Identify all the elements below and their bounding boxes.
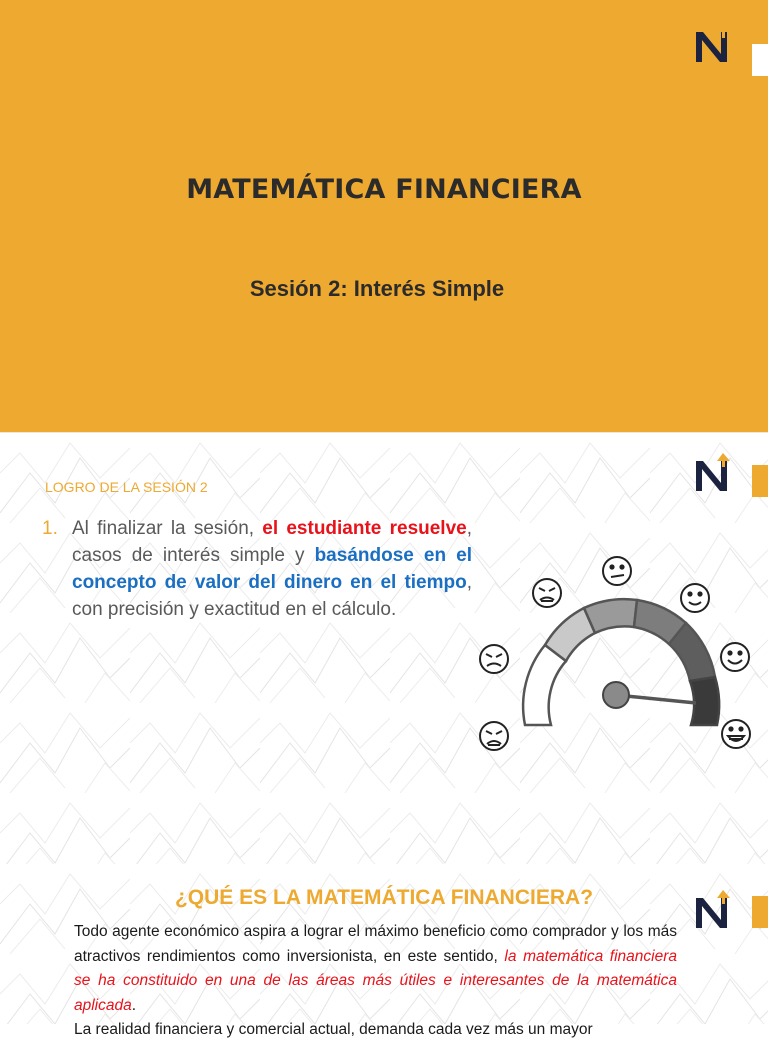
text-run: La realidad financiera y comercial actual, demanda cada vez más un mayor bbox=[74, 1021, 593, 1038]
gauge-needle bbox=[603, 682, 696, 708]
smiling-face-icon bbox=[681, 584, 709, 612]
corner-tab bbox=[752, 44, 768, 76]
text-run: . bbox=[131, 996, 137, 1014]
university-logo-icon bbox=[692, 449, 738, 493]
slide-title: ¿QUÉ ES LA MATEMÁTICA FINANCIERA? bbox=[174, 886, 594, 909]
achievement-list bbox=[42, 515, 472, 623]
angry-face-icon bbox=[480, 645, 508, 673]
red-emphasis: la matemática financiera se ha constituido en una de las áreas más útiles e interesantes de la matemática aplicada bbox=[74, 947, 677, 1014]
text-run: , con precisión y exactitud en el cálculo. bbox=[72, 572, 472, 620]
achievement-slide bbox=[0, 432, 768, 865]
text-run: Todo agente económico aspira a lograr el máximo beneficio como comprador y los más atractivos rendimientos como inversionista, en este sentido, bbox=[74, 923, 677, 965]
achievement-text bbox=[72, 515, 472, 623]
corner-tab bbox=[752, 465, 768, 497]
text-run: Al finalizar la sesión, bbox=[72, 518, 263, 539]
university-logo-icon bbox=[692, 20, 738, 64]
definition-slide bbox=[0, 864, 768, 1038]
slide-subtitle: Sesión 2: Interés Simple bbox=[249, 276, 505, 301]
list-item bbox=[42, 515, 472, 623]
neutral-face-icon bbox=[603, 557, 631, 585]
definition-paragraph bbox=[74, 920, 677, 1043]
very-angry-face-icon bbox=[480, 722, 508, 750]
grinning-face-icon bbox=[722, 720, 750, 748]
red-emphasis: el estudiante resuelve bbox=[262, 518, 467, 539]
slide-title: MATEMÁTICA FINANCIERA bbox=[186, 174, 582, 205]
blue-emphasis: basándose en el concepto de valor del dinero en el tiempo bbox=[72, 545, 473, 593]
title-slide bbox=[0, 0, 768, 432]
section-heading: LOGRO DE LA SESIÓN 2 bbox=[45, 479, 208, 495]
list-number: 1. bbox=[42, 518, 58, 539]
satisfaction-gauge bbox=[470, 545, 760, 765]
frowning-face-icon bbox=[533, 579, 561, 607]
text-run: , casos de interés simple y bbox=[72, 518, 472, 566]
happy-face-icon bbox=[721, 643, 749, 671]
